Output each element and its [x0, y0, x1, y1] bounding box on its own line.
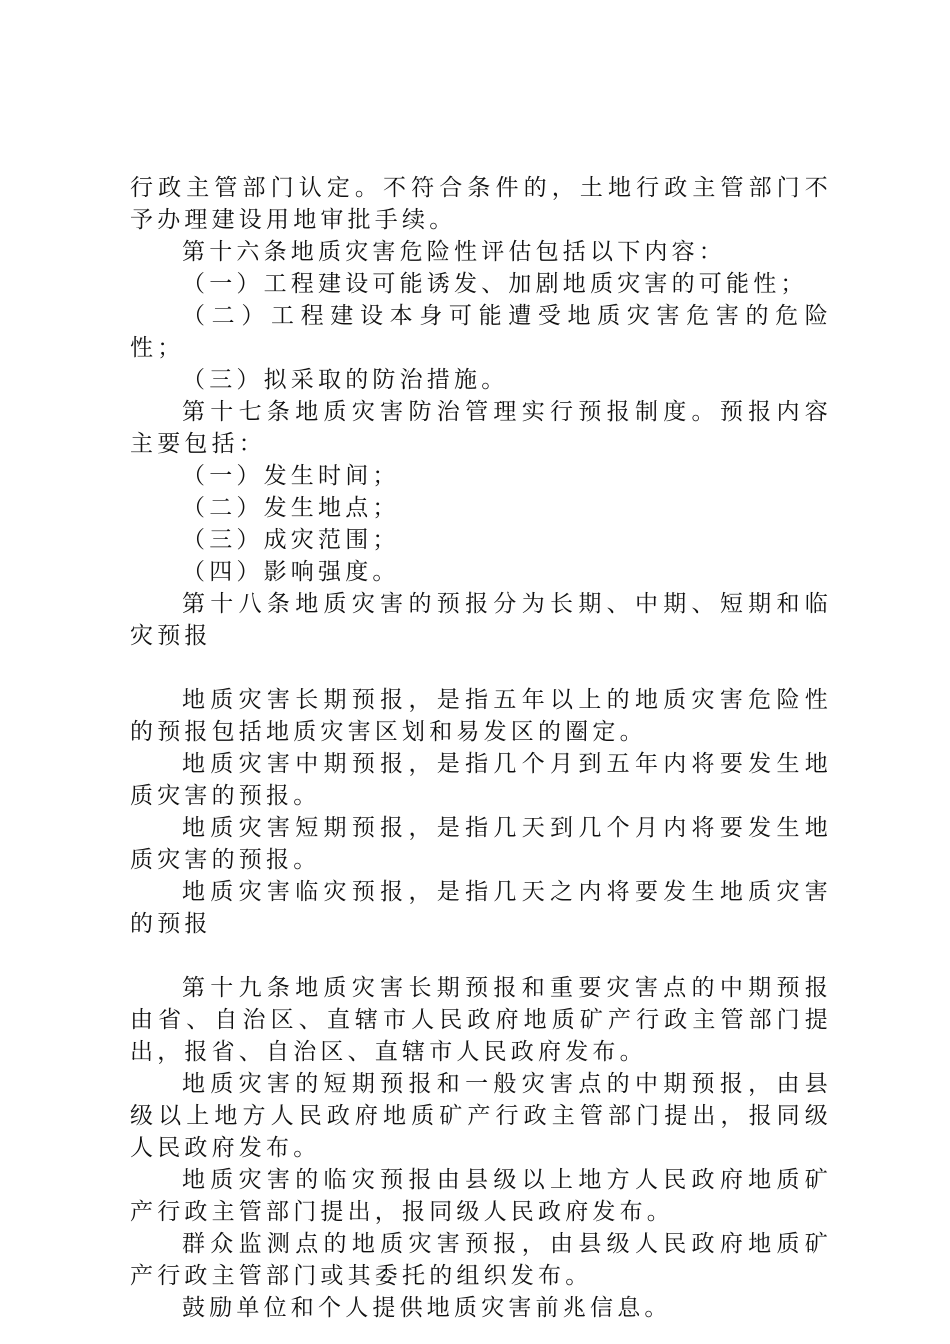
list-item: （二）发生地点； — [182, 495, 400, 521]
list-item: （四）影响强度。 — [182, 559, 400, 585]
paragraph: 地质灾害长期预报，是指五年以上的地质灾害危险性的预报包括地质灾害区划和易发区的圈定。 — [130, 687, 832, 745]
paragraph-continuation: 行政主管部门认定。不符合条件的，土地行政主管部门不予办理建设用地审批手续。 — [130, 175, 832, 233]
list-item: （一）工程建设可能诱发、加剧地质灾害的可能性； — [182, 271, 808, 297]
paragraph: 地质灾害短期预报，是指几天到几个月内将要发生地质灾害的预报。 — [130, 815, 832, 873]
list-item: （二）工程建设本身可能遭受地质灾害危害的危险性； — [130, 303, 832, 361]
article-19-heading: 第十九条地质灾害长期预报和重要灾害点的中期预报由省、自治区、直辖市人民政府地质矿产行政主管部门提出，报省、自治区、直辖市人民政府发布。 — [130, 975, 832, 1065]
list-item: （三）成灾范围； — [182, 527, 400, 553]
article-17-heading: 第十七条地质灾害防治管理实行预报制度。预报内容主要包括： — [130, 399, 832, 457]
paragraph: 地质灾害临灾预报，是指几天之内将要发生地质灾害的预报 — [130, 879, 832, 937]
paragraph: 鼓励单位和个人提供地质灾害前兆信息。 — [182, 1295, 672, 1321]
paragraph: 地质灾害的临灾预报由县级以上地方人民政府地质矿产行政主管部门提出，报同级人民政府发布。 — [130, 1167, 832, 1225]
paragraph: 群众监测点的地质灾害预报，由县级人民政府地质矿产行政主管部门或其委托的组织发布。 — [130, 1231, 832, 1289]
list-item: （三）拟采取的防治措施。 — [182, 367, 509, 393]
article-18-heading: 第十八条地质灾害的预报分为长期、中期、短期和临灾预报 — [130, 591, 832, 649]
list-item: （一）发生时间； — [182, 463, 400, 489]
article-16-heading: 第十六条地质灾害危险性评估包括以下内容： — [182, 239, 726, 265]
document-body — [130, 172, 832, 1324]
paragraph: 地质灾害的短期预报和一般灾害点的中期预报，由县级以上地方人民政府地质矿产行政主管部门提出，报同级人民政府发布。 — [130, 1071, 832, 1161]
paragraph: 地质灾害中期预报，是指几个月到五年内将要发生地质灾害的预报。 — [130, 751, 832, 809]
